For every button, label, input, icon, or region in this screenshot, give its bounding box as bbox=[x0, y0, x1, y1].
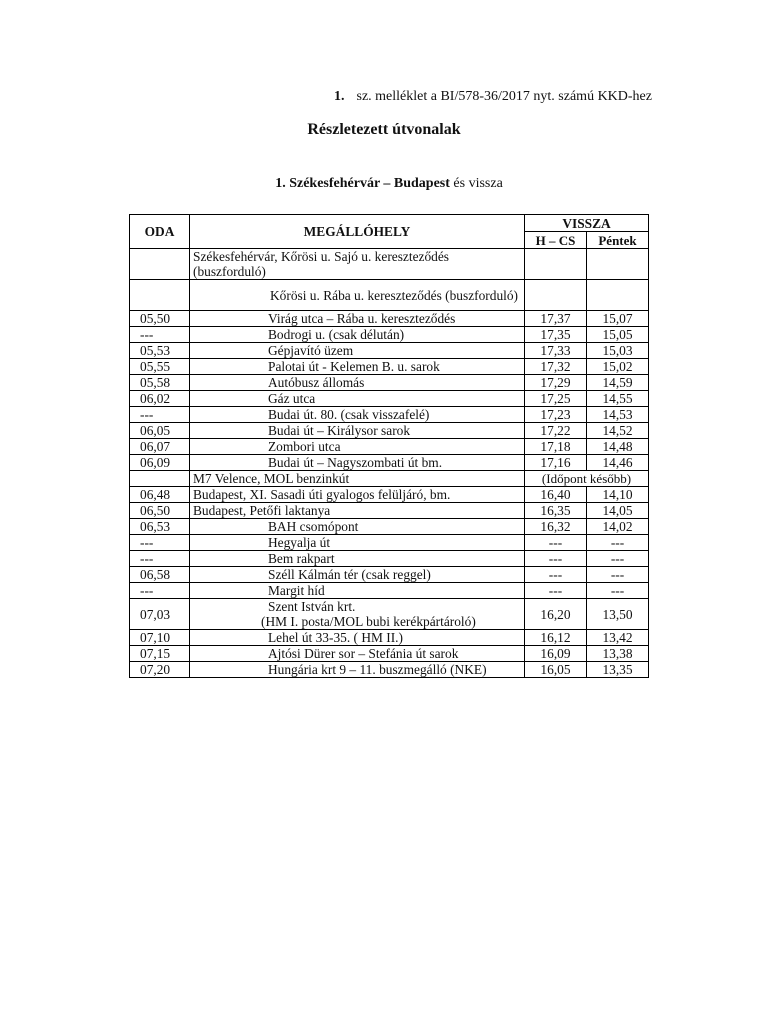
annex-reference bbox=[334, 89, 652, 105]
hcs-cell: --- bbox=[525, 567, 587, 583]
oda-cell: --- bbox=[130, 551, 190, 567]
hcs-cell: --- bbox=[525, 551, 587, 567]
pentek-cell: --- bbox=[587, 551, 649, 567]
route-heading-rest: és vissza bbox=[449, 176, 503, 191]
hcs-cell: --- bbox=[525, 583, 587, 599]
stop-cell: Margit híd bbox=[190, 583, 525, 599]
oda-cell: 06,05 bbox=[130, 423, 190, 439]
oda-cell bbox=[130, 249, 190, 280]
hcs-cell: 16,32 bbox=[525, 519, 587, 535]
oda-cell bbox=[130, 280, 190, 311]
oda-cell: 05,53 bbox=[130, 343, 190, 359]
stop-cell: Budai út. 80. (csak visszafelé) bbox=[190, 407, 525, 423]
oda-cell: 06,58 bbox=[130, 567, 190, 583]
pentek-cell: --- bbox=[587, 583, 649, 599]
oda-cell: 06,07 bbox=[130, 439, 190, 455]
pentek-cell: 15,07 bbox=[587, 311, 649, 327]
stop-cell: Autóbusz állomás bbox=[190, 375, 525, 391]
pentek-cell: --- bbox=[587, 535, 649, 551]
stop-cell: Lehel út 33-35. ( HM II.) bbox=[190, 630, 525, 646]
table-row bbox=[130, 519, 649, 535]
oda-cell: --- bbox=[130, 583, 190, 599]
oda-cell: --- bbox=[130, 535, 190, 551]
stop-cell: Virág utca – Rába u. kereszteződés bbox=[190, 311, 525, 327]
table-row bbox=[130, 599, 649, 630]
stop-cell: Budai út – Királysor sarok bbox=[190, 423, 525, 439]
pentek-cell: 14,59 bbox=[587, 375, 649, 391]
oda-cell: 07,10 bbox=[130, 630, 190, 646]
stop-cell: Bem rakpart bbox=[190, 551, 525, 567]
oda-cell bbox=[130, 471, 190, 487]
table-row bbox=[130, 423, 649, 439]
oda-cell: 05,50 bbox=[130, 311, 190, 327]
table-row bbox=[130, 567, 649, 583]
oda-cell: 07,03 bbox=[130, 599, 190, 630]
table-row bbox=[130, 646, 649, 662]
table-row bbox=[130, 327, 649, 343]
pentek-cell: 15,05 bbox=[587, 327, 649, 343]
hcs-cell bbox=[525, 249, 587, 280]
table-row bbox=[130, 311, 649, 327]
header-oda: ODA bbox=[130, 215, 190, 249]
oda-cell: 05,55 bbox=[130, 359, 190, 375]
stop-cell: Széll Kálmán tér (csak reggel) bbox=[190, 567, 525, 583]
stop-cell: Kőrösi u. Rába u. kereszteződés (buszforduló) bbox=[190, 280, 525, 311]
table-row bbox=[130, 535, 649, 551]
table-row bbox=[130, 249, 649, 280]
pentek-cell: 14,46 bbox=[587, 455, 649, 471]
hcs-cell: 17,25 bbox=[525, 391, 587, 407]
hcs-cell: 16,12 bbox=[525, 630, 587, 646]
stop-line-1: Szent István krt. bbox=[268, 599, 356, 614]
hcs-cell: 17,16 bbox=[525, 455, 587, 471]
hcs-cell: 16,05 bbox=[525, 662, 587, 678]
stop-cell: Székesfehérvár, Kőrösi u. Sajó u. kereszteződés (buszforduló) bbox=[190, 249, 525, 280]
oda-cell: 07,15 bbox=[130, 646, 190, 662]
header-stop: MEGÁLLÓHELY bbox=[190, 215, 525, 249]
table-row bbox=[130, 471, 649, 487]
pentek-cell: 13,38 bbox=[587, 646, 649, 662]
table-row bbox=[130, 375, 649, 391]
stop-cell: Zombori utca bbox=[190, 439, 525, 455]
hcs-cell: 16,20 bbox=[525, 599, 587, 630]
pentek-cell: 15,03 bbox=[587, 343, 649, 359]
pentek-cell: 14,48 bbox=[587, 439, 649, 455]
hcs-cell bbox=[525, 280, 587, 311]
hcs-cell: 17,35 bbox=[525, 327, 587, 343]
hcs-cell: 17,37 bbox=[525, 311, 587, 327]
stop-cell: Palotai út - Kelemen B. u. sarok bbox=[190, 359, 525, 375]
oda-cell: --- bbox=[130, 407, 190, 423]
pentek-cell bbox=[587, 280, 649, 311]
table-row bbox=[130, 455, 649, 471]
route-heading-bold: 1. Székesfehérvár – Budapest bbox=[275, 176, 450, 191]
hcs-cell: 17,33 bbox=[525, 343, 587, 359]
hcs-cell: 17,32 bbox=[525, 359, 587, 375]
table-row bbox=[130, 343, 649, 359]
oda-cell: 06,48 bbox=[130, 487, 190, 503]
table-row bbox=[130, 503, 649, 519]
stop-cell: Hegyalja út bbox=[190, 535, 525, 551]
stop-cell: M7 Velence, MOL benzinkút bbox=[190, 471, 525, 487]
table-row bbox=[130, 391, 649, 407]
oda-cell: 06,09 bbox=[130, 455, 190, 471]
stop-cell: Budapest, Petőfi laktanya bbox=[190, 503, 525, 519]
hcs-cell: 16,40 bbox=[525, 487, 587, 503]
stop-cell: Gáz utca bbox=[190, 391, 525, 407]
annex-text: sz. melléklet a BI/578-36/2017 nyt. számú KKD-hez bbox=[356, 89, 652, 104]
pentek-cell: 13,42 bbox=[587, 630, 649, 646]
hcs-cell: 17,23 bbox=[525, 407, 587, 423]
annex-number: 1. bbox=[334, 89, 345, 104]
table-row bbox=[130, 551, 649, 567]
oda-cell: 07,20 bbox=[130, 662, 190, 678]
header-hcs: H – CS bbox=[525, 232, 587, 249]
table-row bbox=[130, 439, 649, 455]
hcs-cell: --- bbox=[525, 535, 587, 551]
hcs-cell: 17,22 bbox=[525, 423, 587, 439]
hcs-cell: 17,29 bbox=[525, 375, 587, 391]
pentek-cell: 14,55 bbox=[587, 391, 649, 407]
vissza-time-note: (Időpont később) bbox=[525, 471, 649, 487]
oda-cell: 05,58 bbox=[130, 375, 190, 391]
stop-cell: Bodrogi u. (csak délután) bbox=[190, 327, 525, 343]
header-vissza: VISSZA bbox=[525, 215, 649, 232]
stop-cell: Ajtósi Dürer sor – Stefánia út sarok bbox=[190, 646, 525, 662]
pentek-cell: 14,52 bbox=[587, 423, 649, 439]
pentek-cell: 15,02 bbox=[587, 359, 649, 375]
table-row bbox=[130, 630, 649, 646]
pentek-cell: 13,50 bbox=[587, 599, 649, 630]
stop-cell: Gépjavító üzem bbox=[190, 343, 525, 359]
table-row bbox=[130, 583, 649, 599]
table-row bbox=[130, 359, 649, 375]
stop-line-2: (HM I. posta/MOL bubi kerékpártároló) bbox=[261, 614, 476, 629]
pentek-cell: 14,10 bbox=[587, 487, 649, 503]
table-row bbox=[130, 662, 649, 678]
hcs-cell: 16,35 bbox=[525, 503, 587, 519]
table-row bbox=[130, 280, 649, 311]
oda-cell: --- bbox=[130, 327, 190, 343]
table-row bbox=[130, 407, 649, 423]
header-pentek: Péntek bbox=[587, 232, 649, 249]
oda-cell: 06,02 bbox=[130, 391, 190, 407]
stop-cell: Budai út – Nagyszombati út bm. bbox=[190, 455, 525, 471]
pentek-cell: --- bbox=[587, 567, 649, 583]
hcs-cell: 17,18 bbox=[525, 439, 587, 455]
timetable bbox=[129, 214, 649, 678]
pentek-cell bbox=[587, 249, 649, 280]
pentek-cell: 13,35 bbox=[587, 662, 649, 678]
hcs-cell: 16,09 bbox=[525, 646, 587, 662]
page-title: Részletezett útvonalak bbox=[307, 121, 461, 138]
table-row bbox=[130, 487, 649, 503]
oda-cell: 06,53 bbox=[130, 519, 190, 535]
stop-cell: BAH csomópont bbox=[190, 519, 525, 535]
pentek-cell: 14,05 bbox=[587, 503, 649, 519]
pentek-cell: 14,02 bbox=[587, 519, 649, 535]
route-heading bbox=[0, 176, 768, 192]
oda-cell: 06,50 bbox=[130, 503, 190, 519]
stop-cell: Hungária krt 9 – 11. buszmegálló (NKE) bbox=[190, 662, 525, 678]
stop-cell: Budapest, XI. Sasadi úti gyalogos felüljáró, bm. bbox=[190, 487, 525, 503]
pentek-cell: 14,53 bbox=[587, 407, 649, 423]
stop-cell bbox=[190, 599, 525, 630]
